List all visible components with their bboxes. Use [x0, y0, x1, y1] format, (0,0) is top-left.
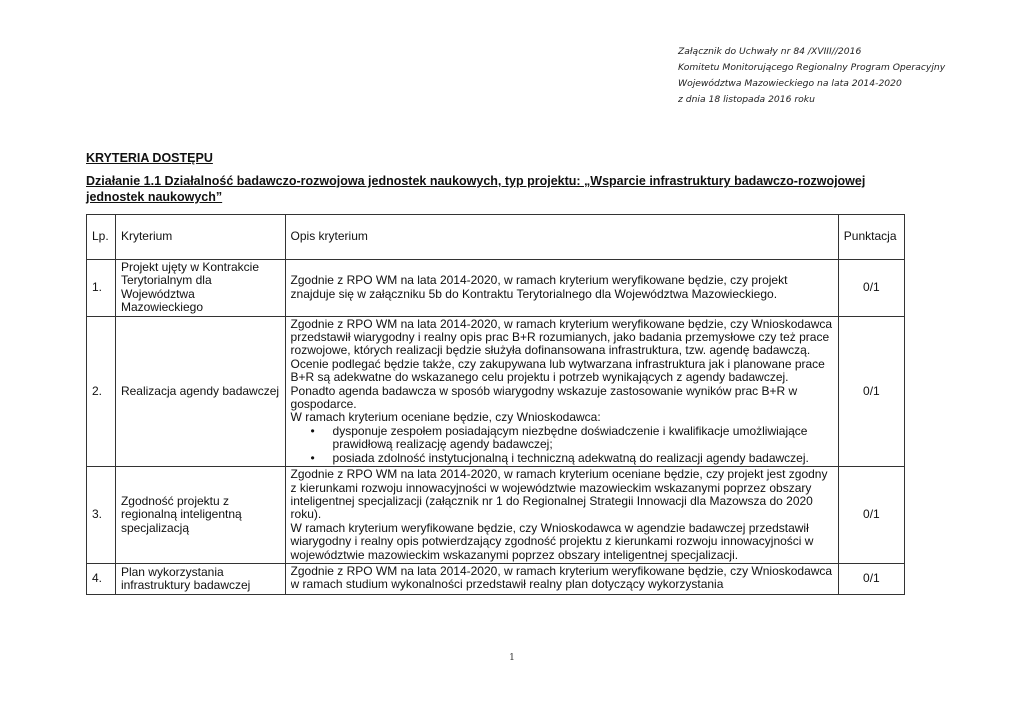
attachment-note-line: Załącznik do Uchwały nr 84 /XVIII//2016 [678, 46, 862, 57]
column-header-lp: Lp. [87, 215, 116, 260]
column-header-criterion: Kryterium [115, 215, 285, 260]
row-criterion: Projekt ujęty w Kontrakcie Terytorialnym dla Województwa Mazowieckiego [115, 260, 285, 317]
points-value: 0/1 [863, 280, 880, 295]
criteria-table [86, 214, 905, 595]
table-row [87, 316, 905, 466]
list-item: • posiada zdolność instytucjonalną i techniczną adekwatną do realizacji agendy badawczej. [333, 452, 833, 465]
table-row [87, 467, 905, 564]
row-points [838, 563, 904, 594]
description-paragraph: Ocenie podlegać będzie także, czy zakupywana lub wytwarzana infrastruktura jak i planowane prace B+R są adekwatne do wskazanego celu projektu i potrzeb wynikających z agendy badawczej. [290, 356, 825, 385]
section-title: KRYTERIA DOSTĘPU [86, 151, 213, 165]
row-points [838, 467, 904, 564]
description-paragraph: Zgodnie z RPO WM na lata 2014-2020, w ramach kryterium oceniane będzie, czy projekt jest zgodny z kierunkami rozwoju innowacyjności w województwie mazowieckim wskazanymi poprzez obszary inteligentnej specjalizacji (załącznik nr 1 do Regionalnej Strategii Innowacji dla Mazowsza do 2020 roku). [290, 467, 828, 522]
row-criterion: Zgodność projektu z regionalną inteligentną specjalizacją [115, 467, 285, 564]
row-lp: 2. [87, 316, 116, 466]
description-paragraph: Ponadto agenda badawcza w sposób wiarygodny wskazuje zastosowanie wyników prac B+R w gospodarce. [290, 383, 798, 412]
row-description [285, 467, 838, 564]
row-description [285, 563, 838, 594]
attachment-note-line: Województwa Mazowieckiego na lata 2014-2020 [678, 78, 902, 89]
column-header-description: Opis kryterium [285, 215, 838, 260]
row-lp: 3. [87, 467, 116, 564]
description-paragraph: W ramach kryterium weryfikowane będzie, czy Wnioskodawca w agendzie badawczej przedstawił wiarygodny i realny opis potwierdzający zgodność projektu z kierunkami rozwoju innowacyjności w województwie mazowieckim wskazanymi poprzez obszary inteligentnej specjalizacji. [290, 520, 814, 562]
page-number: 1 [509, 653, 515, 663]
table-row [87, 563, 905, 594]
row-description [285, 260, 838, 317]
description-paragraph: Zgodnie z RPO WM na lata 2014-2020, w ramach kryterium weryfikowane będzie, czy projekt znajduje się w załączniku 5b do Kontraktu Terytorialnego dla Województwa Mazowieckiego. [290, 273, 788, 301]
description-paragraph: Zgodnie z RPO WM na lata 2014-2020, w ramach kryterium weryfikowane będzie, czy Wnioskodawca przedstawił wiarygodny i realny opis prac B+R rozumianych, jako badania przemysłowe czy też prace rozwojowe, których realizacji będzie służyła dofinansowana infrastruktura, tzw. agendę badawczą. [290, 316, 833, 358]
row-description [285, 316, 838, 466]
attachment-note-line: z dnia 18 listopada 2016 roku [678, 94, 815, 105]
action-title: Działanie 1.1 Działalność badawczo-rozwojowa jednostek naukowych, typ projektu: „Wsparcie infrastruktury badawczo-rozwojowej jednostek naukowych” [86, 174, 866, 204]
row-criterion: Plan wykorzystania infrastruktury badawczej [115, 563, 285, 594]
description-paragraph: W ramach kryterium oceniane będzie, czy Wnioskodawca: [290, 410, 601, 425]
points-value: 0/1 [863, 507, 880, 522]
row-points [838, 260, 904, 317]
row-points [838, 316, 904, 466]
table-header-row [87, 215, 905, 260]
points-value: 0/1 [863, 571, 880, 586]
row-lp: 1. [87, 260, 116, 317]
attachment-note [678, 44, 998, 108]
row-criterion: Realizacja agendy badawczej [115, 316, 285, 466]
attachment-note-line: Komitetu Monitorującego Regionalny Program Operacyjny [678, 62, 946, 73]
table-row [87, 260, 905, 317]
requirements-list [291, 425, 833, 465]
column-header-points: Punktacja [838, 215, 904, 260]
list-item: • dysponuje zespołem posiadającym niezbędne doświadczenie i kwalifikacje umożliwiające prawidłową realizację agendy badawczej; [333, 425, 833, 452]
points-value: 0/1 [863, 383, 880, 398]
description-paragraph: Zgodnie z RPO WM na lata 2014-2020, w ramach kryterium weryfikowane będzie, czy Wnioskodawca w ramach studium wykonalności przedstawił realny plan dotyczący wykorzystania [290, 564, 833, 592]
row-lp: 4. [87, 563, 116, 594]
